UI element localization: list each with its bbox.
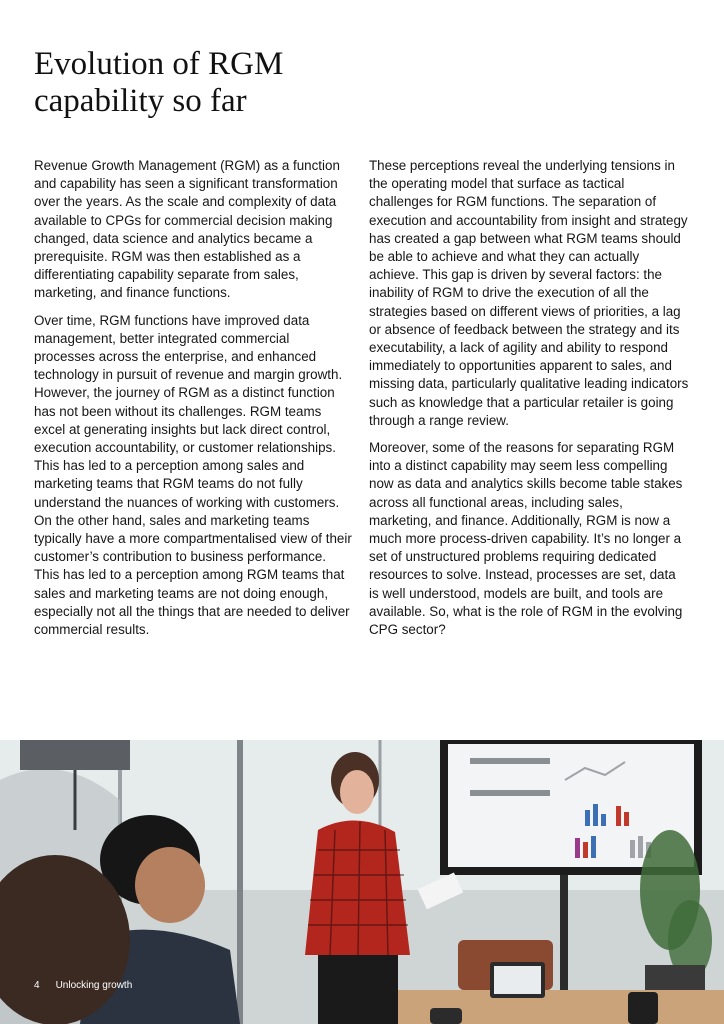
title-line-2: capability so far <box>34 83 247 119</box>
left-paragraph-2: Over time, RGM functions have improved data management, better integrated commercial processes across the enterprise, and enhanced technology in pursuit of revenue and margin growth. However, the journey of RGM as a distinct function has not been without its challenges. RGM teams excel at generating insights but lack direct control, execution accountability, or customer relationships. <box>34 312 343 456</box>
left-paragraph-1: Revenue Growth Management (RGM) as a function and capability has seen a significant transformation over the years. As the scale and complexity of data available to CPGs for commercial decision making changed, data science and analytics became a prerequisite. RGM was then established as a differentiating capability separate from sales, marketing, and finance functions. <box>34 158 340 301</box>
right-column <box>369 157 689 648</box>
footer <box>34 980 132 991</box>
left-paragraph-3: This has led to a perception among sales and marketing teams that RGM teams do not fully understand the nuances of working with customers. On the other hand, sales and marketing teams typically have a more compartmentalised view of their customer’s contribution to business performance. <box>34 458 352 565</box>
section-label: Unlocking growth <box>55 980 133 991</box>
laptop-display <box>494 966 541 994</box>
page-number: 4 <box>34 980 40 991</box>
right-paragraph-2: Moreover, some of the reasons for separating RGM into a distinct capability may seem less compelling now as data and analytics skills become table stakes across all functional areas, including sales, marketing, and finance. Additionally, RGM is now a much more process-driven capability. It’s no longer a set of unstructured problems requiring dedicated resources to solve. Instead, processes are set, data is well understood, models are built, and tools are available. So, what is the role of RGM in the evolving CPG sector? <box>369 440 683 638</box>
page-title <box>34 46 364 120</box>
man-face <box>135 847 205 923</box>
screen-stand <box>560 875 568 995</box>
presenter-face <box>340 770 374 814</box>
left-paragraph-4: This has led to a perception among RGM teams that sales and marketing teams are not doing enough, especially not all the things that are needed to deliver commercial results. <box>34 567 350 638</box>
presenter-trousers <box>318 955 398 1024</box>
mug <box>628 992 658 1024</box>
coffee-cup <box>430 1008 462 1024</box>
presenter-shirt <box>305 820 410 955</box>
lamp-shade <box>20 740 130 770</box>
right-paragraph-1: These perceptions reveal the underlying tensions in the operating model that surface as tactical challenges for RGM functions. The separation of execution and accountability from insight and strategy has created a gap between what RGM teams should be able to achieve and what they can actually achieve. This gap is driven by several factors: the inability of RGM to drive the execution of all the strategies based on different views of priorities, a lag or absence of feedback between the strategy and its executability, a lack of agility and ability to respond immediately to opportunities apparent to sales, and missing data, particularly qualitative leading indicators such as knowledge that a particular retailer is going through a range review. <box>369 158 689 428</box>
title-line-1: Evolution of RGM <box>34 46 284 82</box>
left-column <box>34 157 352 639</box>
